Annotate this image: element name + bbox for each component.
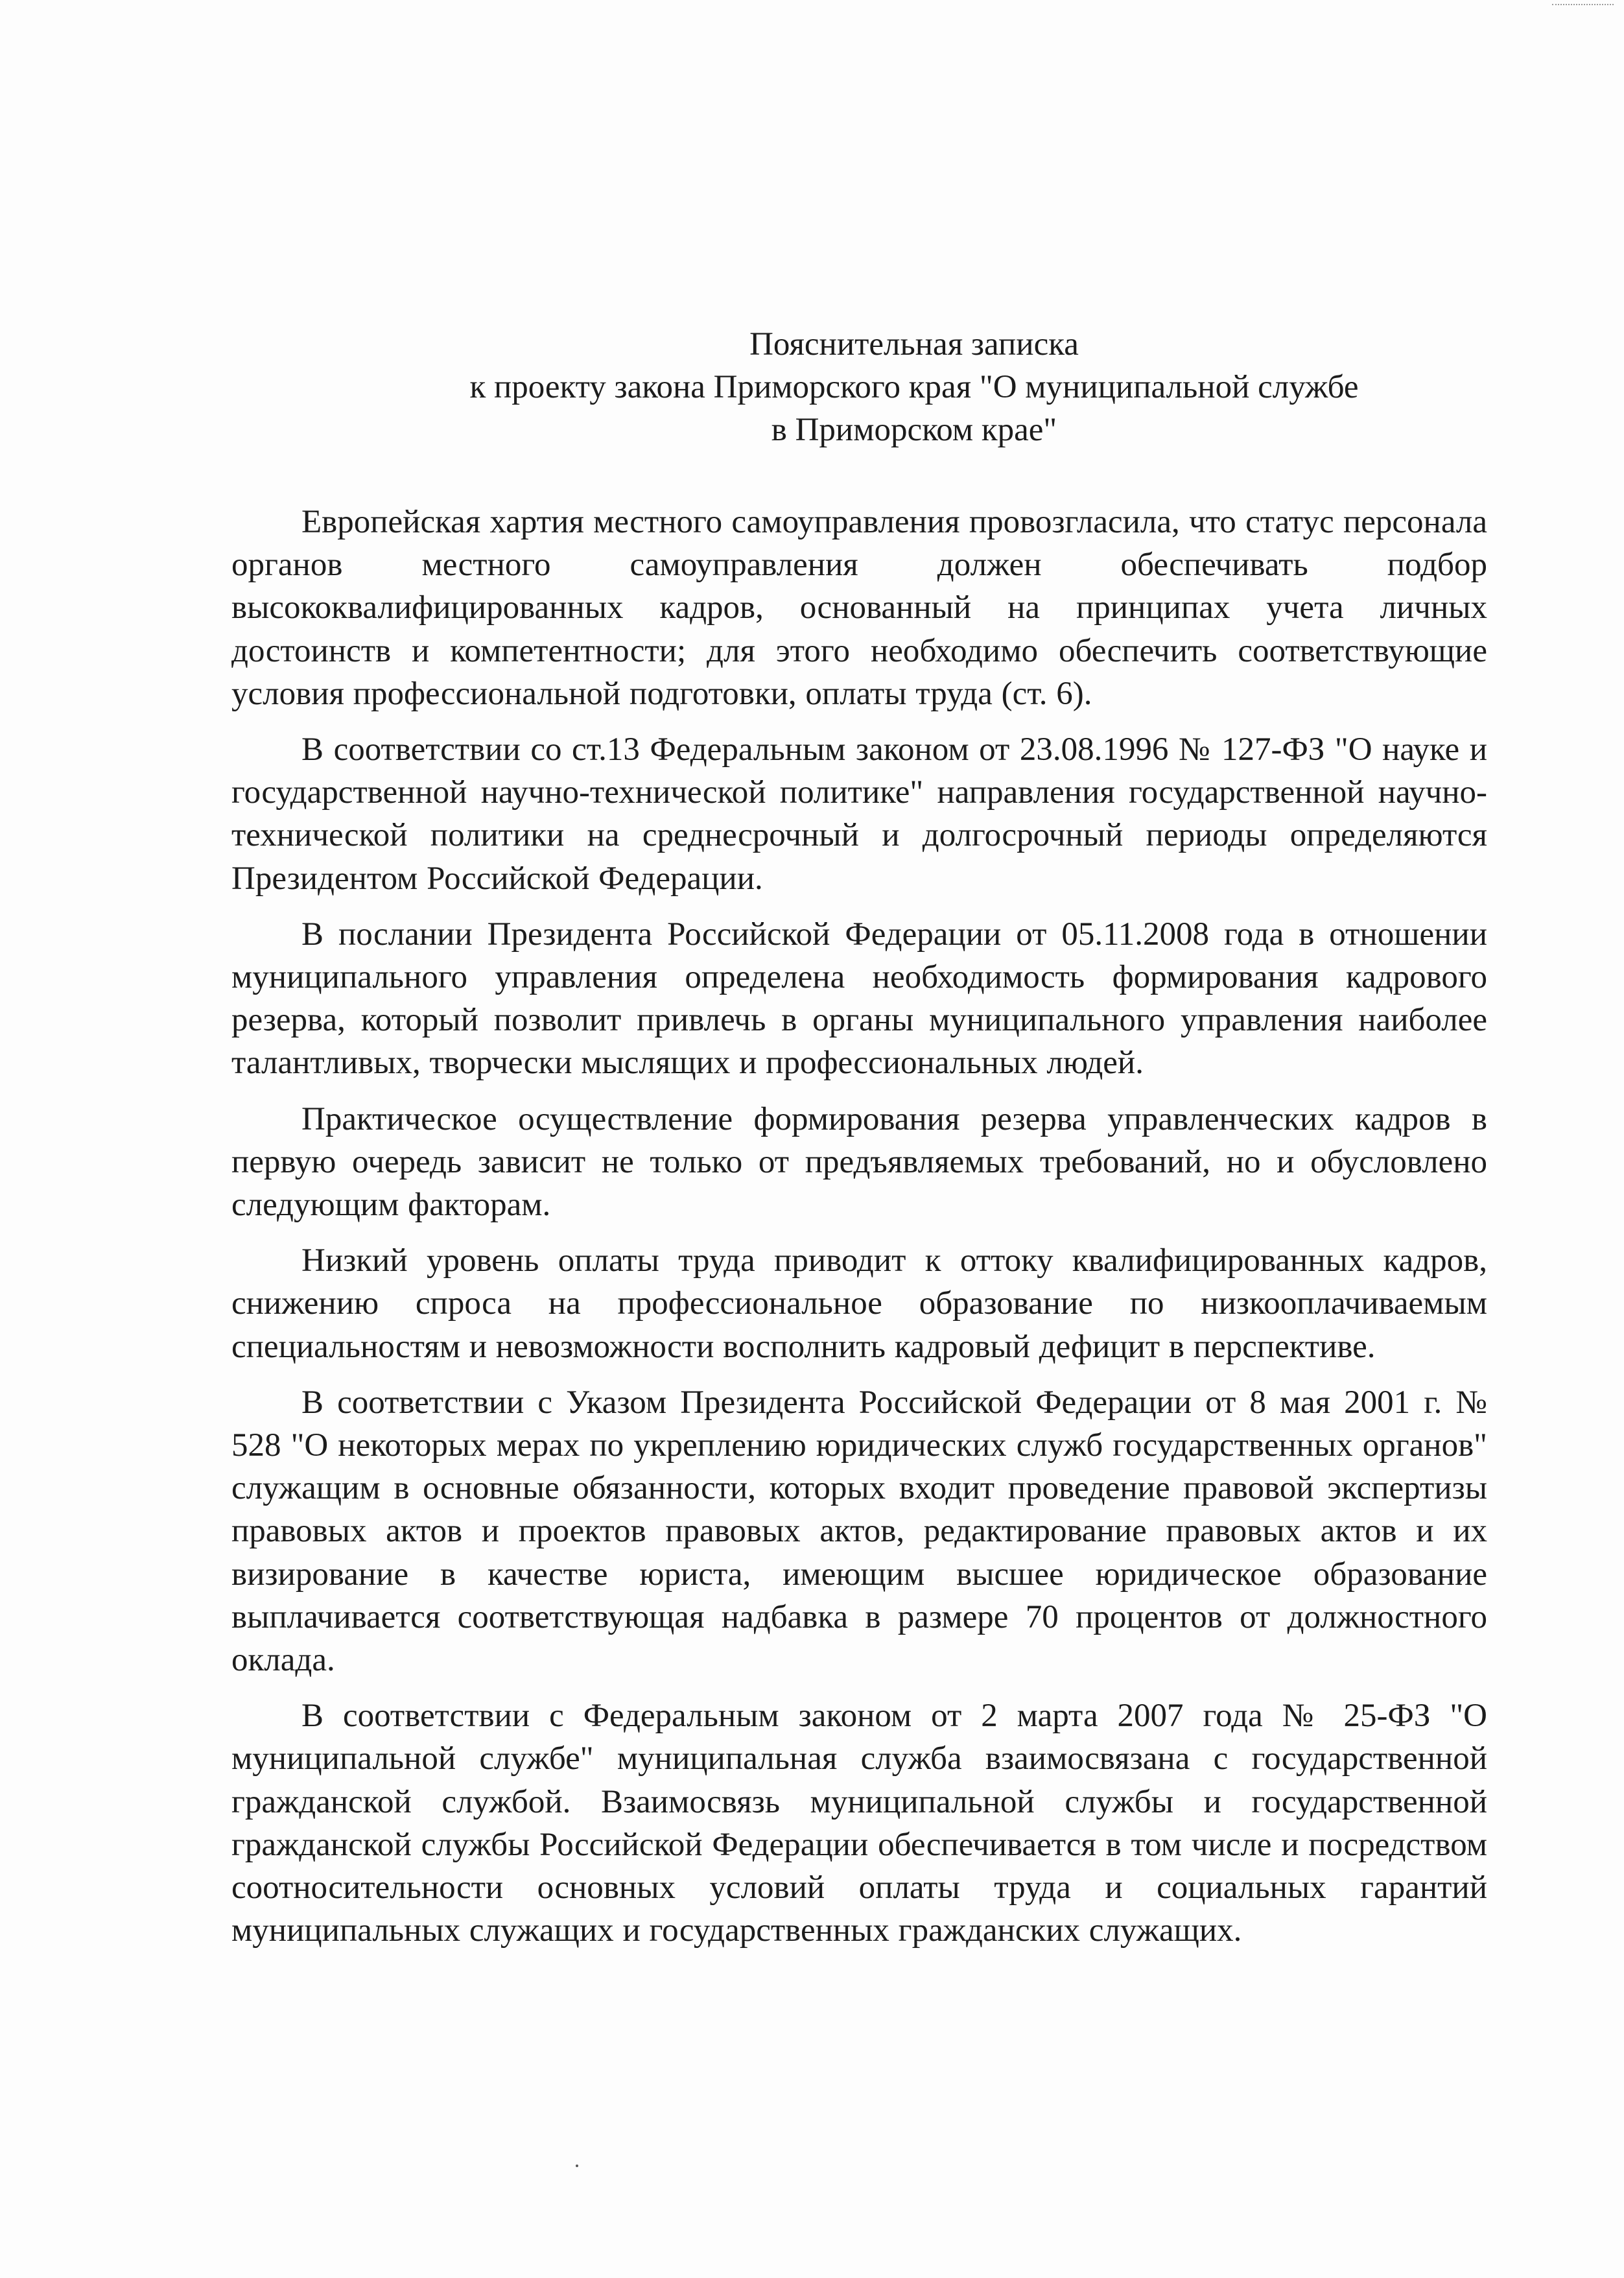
paragraph-reserve-formation: Практическое осуществление формирования резерва управленческих кадров в первую очередь зависит не только от предъявляемых требований, но и обусловлено следующим факторам. bbox=[231, 1100, 1487, 1224]
title-line-3: в Приморском крае" bbox=[771, 412, 1057, 448]
paragraph-decree-528: В соответствии с Указом Президента Российской Федерации от 8 мая 2001 г. № 528 "О некоторых мерах по укреплению юридических служб государственных органов" служащим в основные обязанности, которых входит проведение правовой экспертизы правовых актов и проектов правовых актов, редактирование правовых актов и их визирование в качестве юриста, имеющим высшее юридическое образование выплачивается соответствующая надбавка в размере 70 процентов от должностного оклада. bbox=[231, 1384, 1487, 1679]
paragraph-federal-law-25: В соответствии с Федеральным законом от 2 марта 2007 года № 25-ФЗ "О муниципальной службе" муниципальная служба взаимосвязана с государственной гражданской службой. Взаимосвязь муниципальной службы и государственной гражданской службы Российской Федерации обеспечивается в том числе и посредством соотносительности основных условий оплаты труда и социальных гарантий муниципальных служащих и государственных гражданских служащих. bbox=[231, 1698, 1487, 1949]
document-body bbox=[231, 501, 1487, 1952]
paragraph-low-pay: Низкий уровень оплаты труда приводит к оттоку квалифицированных кадров, снижению спроса на профессиональное образование по низкооплачиваемым специальностям и невозможности восполнить кадровый дефицит в перспективе. bbox=[231, 1242, 1487, 1365]
paragraph-european-charter: Европейская хартия местного самоуправления провозгласила, что статус персонала органов местного самоуправления должен обеспечивать подбор высококвалифицированных кадров, основанный на принципах учета личных достоинств и компетентности; для этого необходимо обеспечить соответствующие условия профессиональной подготовки, оплаты труда (ст. 6). bbox=[231, 504, 1487, 712]
title-line-2: к проекту закона Приморского края "О муниципальной службе bbox=[469, 369, 1359, 405]
scan-artifact bbox=[1552, 4, 1614, 8]
scan-speck bbox=[576, 2165, 578, 2167]
paragraph-presidential-address: В послании Президента Российской Федерации от 05.11.2008 года в отношении муниципального управления определена необходимость формирования кадрового резерва, который позволит привлечь в органы муниципального управления наиболее талантливых, творчески мыслящих и профессиональных людей. bbox=[231, 916, 1487, 1082]
document-title bbox=[363, 323, 1465, 451]
title-line-1: Пояснительная записка bbox=[749, 326, 1079, 362]
paragraph-federal-law-127: В соответствии со ст.13 Федеральным законом от 23.08.1996 № 127-ФЗ "О науке и государственной научно-технической политике" направления государственной научно-технической политики на среднесрочный и долгосрочный периоды определяются Президентом Российской Федерации. bbox=[231, 731, 1487, 897]
